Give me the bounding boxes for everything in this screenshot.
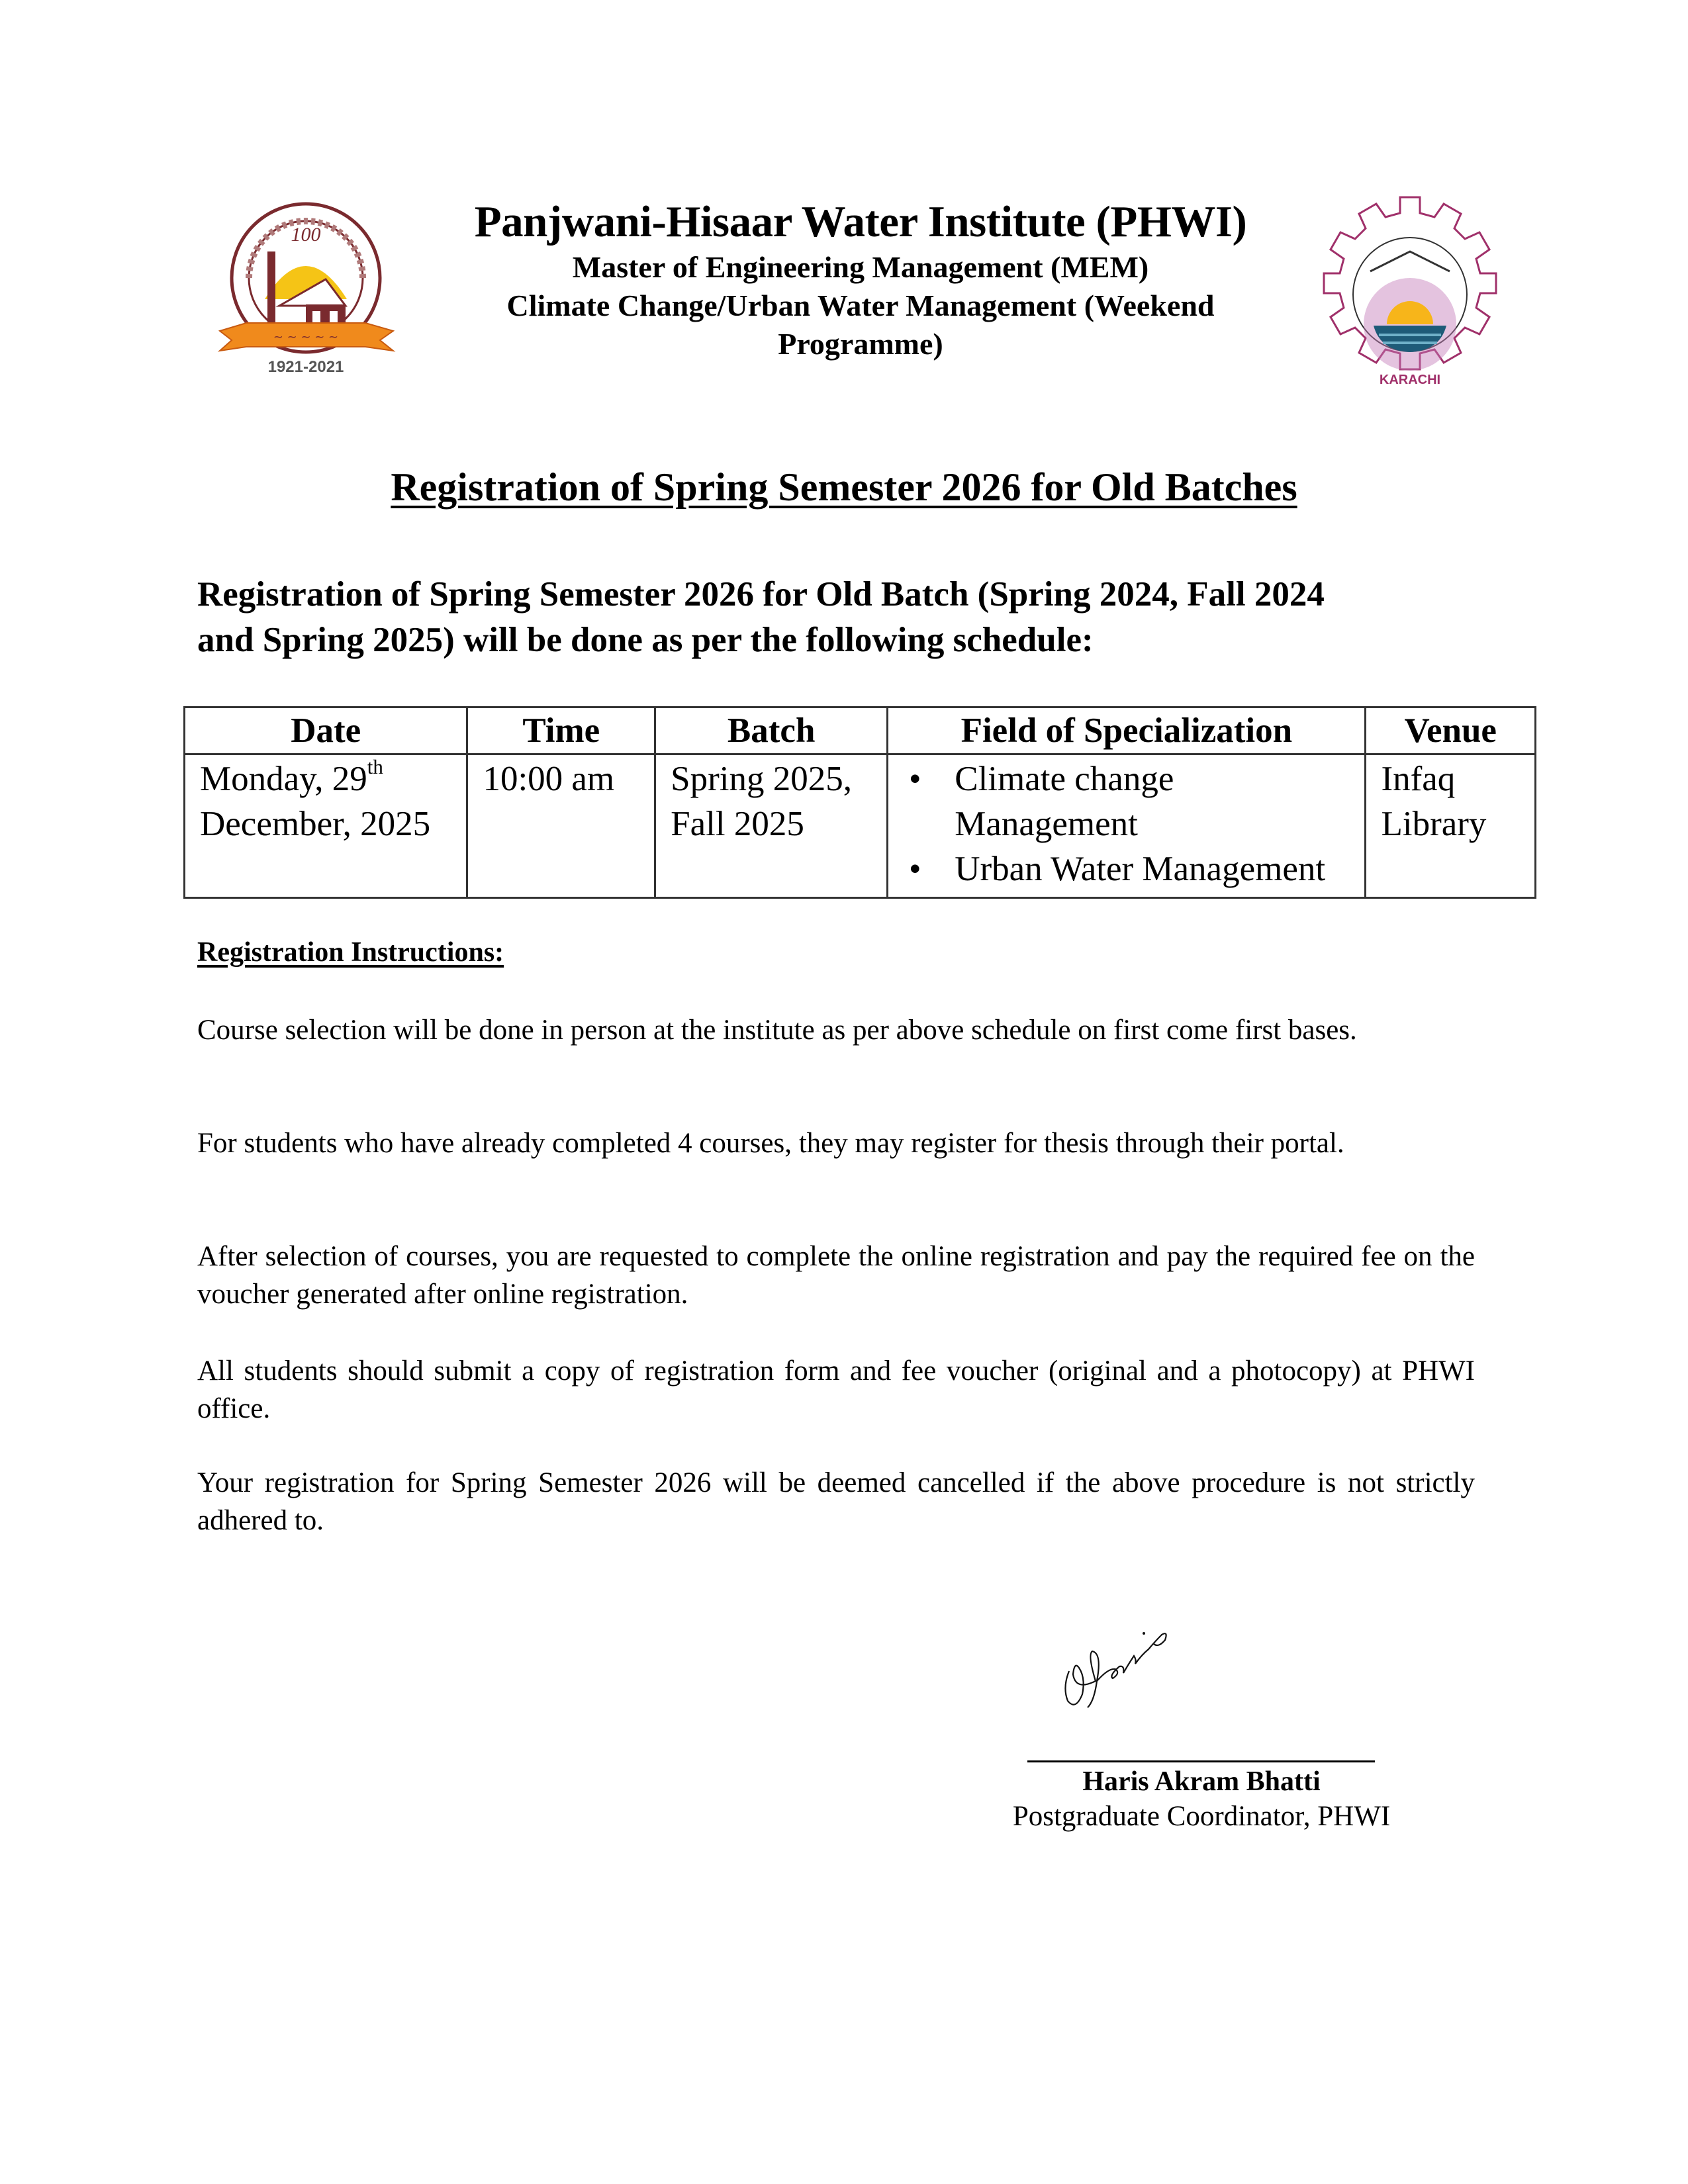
header-time: Time bbox=[467, 707, 655, 754]
cell-date bbox=[185, 754, 467, 898]
header-date: Date bbox=[185, 707, 467, 754]
cell-time bbox=[467, 754, 655, 898]
handwritten-signature-icon bbox=[1056, 1615, 1182, 1714]
header-batch: Batch bbox=[655, 707, 888, 754]
signature-line bbox=[1027, 1760, 1375, 1762]
header-venue: Venue bbox=[1366, 707, 1536, 754]
venue-line-1: Infaq bbox=[1381, 760, 1456, 798]
specialization-item-line-1: Urban Water Management bbox=[955, 850, 1326, 888]
date-line-2: December, 2025 bbox=[200, 805, 431, 843]
signatory-title: Postgraduate Coordinator, PHWI bbox=[1012, 1801, 1391, 1832]
header-field-of-specialization: Field of Specialization bbox=[888, 707, 1366, 754]
intro-text bbox=[197, 572, 1488, 663]
cell-field-of-specialization bbox=[888, 754, 1366, 898]
specialization-item bbox=[895, 756, 1352, 846]
table-header-row bbox=[185, 707, 1536, 754]
instruction-paragraph: Course selection will be done in person at the institute as per above schedule on first come first bases. bbox=[197, 1015, 1357, 1046]
date-superscript: th bbox=[367, 755, 383, 779]
cell-venue bbox=[1366, 754, 1536, 898]
batch-line-1: Spring 2025, bbox=[671, 760, 852, 798]
logo-karachi-text: KARACHI bbox=[1379, 373, 1441, 387]
ned-university-logo bbox=[1307, 192, 1513, 397]
specialization-item-line-1: Climate change bbox=[955, 760, 1174, 798]
instructions-heading: Registration Instructions: bbox=[197, 937, 504, 968]
specialization-line-2: Programme) bbox=[778, 327, 943, 361]
intro-line-1: Registration of Spring Semester 2026 for Old Batch (Spring 2024, Fall 2024 bbox=[197, 575, 1325, 614]
specialization-item-line-2: Management bbox=[955, 805, 1138, 843]
schedule-table bbox=[183, 706, 1536, 899]
logo-100-text: 100 bbox=[291, 224, 321, 246]
date-line-1: Monday, 29 bbox=[200, 760, 367, 798]
table-row bbox=[185, 754, 1536, 898]
specialization-line-1: Climate Change/Urban Water Management (Weekend bbox=[506, 289, 1215, 322]
instruction-paragraph: Your registration for Spring Semester 2026 will be deemed cancelled if the above procedure is not strictly adhered to. bbox=[197, 1467, 1475, 1536]
ned-university-gear-logo-icon bbox=[1307, 192, 1513, 397]
ned-centenary-logo bbox=[207, 193, 405, 392]
instruction-paragraph: For students who have already completed 4 courses, they may register for thesis through their portal. bbox=[197, 1128, 1344, 1159]
signatory-name: Haris Akram Bhatti bbox=[1082, 1766, 1321, 1797]
bullet-icon: • bbox=[908, 850, 921, 888]
batch-line-2: Fall 2025 bbox=[671, 805, 804, 843]
venue-line-2: Library bbox=[1381, 805, 1487, 843]
main-heading: Registration of Spring Semester 2026 for Old Batches bbox=[391, 465, 1297, 509]
document-header bbox=[424, 195, 1297, 363]
specialization-list bbox=[895, 756, 1352, 891]
signature bbox=[1056, 1615, 1182, 1714]
specialization-item bbox=[895, 846, 1352, 891]
bullet-icon: • bbox=[908, 760, 921, 798]
logo-years-text: 1921-2021 bbox=[267, 358, 344, 376]
institute-title: Panjwani-Hisaar Water Institute (PHWI) bbox=[474, 197, 1247, 246]
intro-line-2: and Spring 2025) will be done as per the following schedule: bbox=[197, 621, 1094, 659]
time-value: 10:00 am bbox=[483, 760, 615, 798]
instruction-paragraph: All students should submit a copy of registration form and fee voucher (original and a photocopy) at PHWI office. bbox=[197, 1355, 1475, 1424]
program-line: Master of Engineering Management (MEM) bbox=[572, 250, 1149, 284]
svg-text:~ ~ ~ ~ ~: ~ ~ ~ ~ ~ bbox=[273, 330, 339, 344]
instruction-paragraph: After selection of courses, you are requested to complete the online registration and pay the required fee on the voucher generated after online registration. bbox=[197, 1241, 1475, 1310]
cell-batch bbox=[655, 754, 888, 898]
ned-centenary-logo-icon bbox=[207, 193, 405, 392]
